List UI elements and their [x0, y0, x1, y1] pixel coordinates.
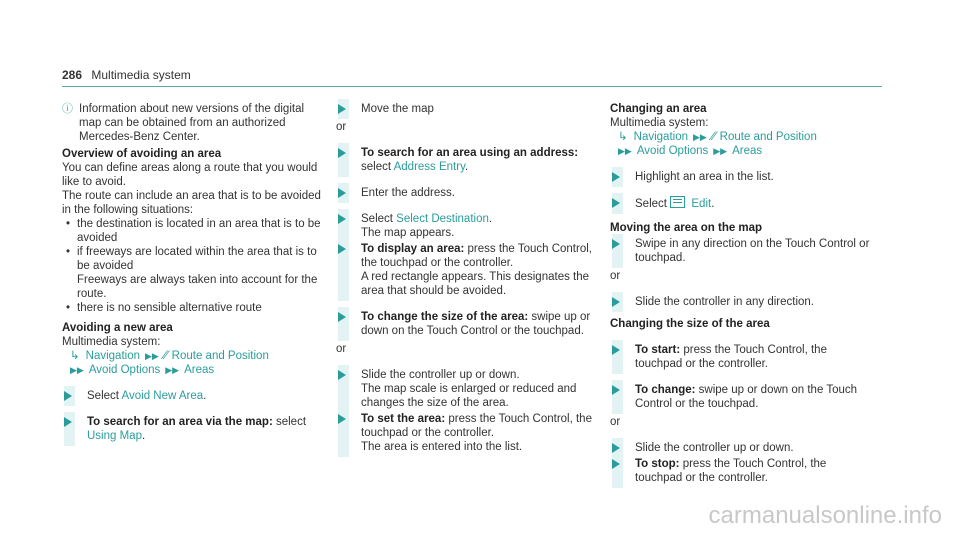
address-entry-link[interactable]: Address Entry — [393, 161, 465, 173]
new-area-heading: Avoiding a new area — [62, 322, 173, 334]
step-arrow-icon — [610, 196, 627, 211]
step-bold: To display an area: — [361, 243, 465, 255]
overview-heading: Overview of avoiding an area — [62, 148, 222, 160]
step-slide-any — [610, 295, 872, 309]
step-enter-address — [336, 186, 598, 200]
result-text: A red rectangle appears. This designates the area that should be avoided. — [361, 271, 590, 297]
or-text: or — [610, 270, 621, 282]
return-arrow-icon: ↳ — [70, 350, 80, 362]
bullet-note: Freeways are always taken into account for the route. — [77, 274, 318, 300]
step-arrow-icon — [336, 368, 353, 410]
column-3 — [610, 102, 872, 485]
changing-size-heading: Changing the size of the area — [610, 318, 770, 330]
chevron-right-icon: ▶▶ — [618, 146, 632, 156]
mm-label: Multimedia system: — [610, 117, 709, 129]
step-text: Enter the address. — [361, 187, 455, 199]
step-arrow-icon — [336, 242, 353, 298]
result-text: The area is entered into the list. — [361, 441, 523, 453]
menu-path — [610, 130, 872, 158]
step-bold: To search for an area via the map: — [87, 416, 273, 428]
page-header — [62, 68, 191, 82]
bullet-icon: • — [66, 246, 71, 258]
step-text: Select — [361, 213, 397, 225]
list-item — [62, 245, 324, 273]
changing-heading: Changing an area — [610, 103, 707, 115]
list-item — [62, 301, 324, 315]
step-swipe — [610, 237, 872, 265]
path-areas[interactable]: Areas — [184, 364, 215, 376]
step-text: swipe up or down on the Touch Control or the touchpad. — [635, 384, 858, 410]
avoid-new-area-link[interactable]: Avoid New Area — [121, 390, 204, 402]
info-note — [62, 102, 324, 144]
edit-link[interactable]: Edit — [691, 198, 712, 210]
chevron-right-icon: ▶▶ — [165, 365, 180, 375]
step-arrow-icon — [610, 295, 627, 309]
path-route-position[interactable]: Route and Position — [719, 131, 817, 143]
step-arrow-icon — [610, 170, 627, 184]
info-icon: ⓘ — [62, 103, 73, 115]
step-search-map: To search for an area via the map: select Using Map. — [62, 415, 324, 443]
result-text: The map appears. — [361, 227, 455, 239]
step-change — [610, 383, 872, 411]
step-text: press the Touch Control, the touchpad or the controller. — [361, 413, 592, 439]
step-set-area — [336, 412, 598, 454]
step-start — [610, 343, 872, 371]
column-1 — [62, 102, 324, 443]
step-arrow-icon — [336, 186, 353, 200]
step-select-avoid: Select Avoid New Area. — [62, 389, 324, 403]
list-item — [62, 217, 324, 245]
step-move-map — [336, 102, 598, 116]
step-text: Swipe in any direction on the Touch Control or touchpad. — [635, 238, 870, 264]
path-navigation[interactable]: Navigation — [633, 131, 688, 143]
step-arrow-icon — [610, 383, 627, 411]
step-arrow-icon — [610, 237, 627, 265]
route-text: The route can include an area that is to be avoided in the following situations: — [62, 190, 321, 216]
info-text: Information about new versions of the digital map can be obtained from an authorized Mercedes-Benz Center. — [79, 103, 305, 143]
or-text: or — [336, 343, 347, 355]
step-arrow-icon — [62, 389, 79, 403]
step-arrow-icon — [610, 441, 627, 455]
header-rule — [62, 86, 882, 87]
step-bold: To start: — [635, 344, 681, 356]
using-map-link[interactable]: Using Map — [87, 430, 142, 442]
step-text: press the Touch Control, the touchpad or the controller. — [361, 243, 592, 269]
bullet-icon: • — [66, 302, 71, 314]
result-text: The map scale is enlarged or reduced and changes the size of the area. — [361, 383, 577, 409]
navigation-icon: ⁄⁄ — [711, 131, 716, 143]
step-slide-ud — [610, 441, 872, 455]
step-select-destination: Select Select Destination. The map appears. — [336, 212, 598, 240]
list-item — [62, 273, 324, 301]
step-text: Slide the controller up or down. — [361, 369, 520, 381]
select-destination-link[interactable]: Select Destination — [396, 213, 489, 225]
step-arrow-icon — [336, 212, 353, 240]
step-text: Select — [87, 390, 122, 402]
step-arrow-icon — [336, 102, 353, 116]
menu-path — [62, 349, 324, 377]
path-route-position[interactable]: Route and Position — [171, 350, 269, 362]
step-display-area — [336, 242, 598, 298]
step-select-edit: Select Edit. — [610, 196, 872, 211]
step-text: Slide the controller in any direction. — [635, 296, 814, 308]
step-arrow-icon — [610, 457, 627, 485]
step-slide — [336, 368, 598, 410]
step-text: press the Touch Control, the touchpad or the controller. — [635, 458, 827, 484]
step-text: Move the map — [361, 103, 434, 115]
bullet-text: if freeways are located within the area that is to be avoided — [77, 246, 317, 272]
step-bold: To search for an area using an address: — [361, 147, 579, 159]
path-navigation[interactable]: Navigation — [85, 350, 140, 362]
step-text: swipe up or down on the Touch Control or the touchpad. — [361, 311, 591, 337]
or-text: or — [610, 416, 621, 428]
menu-list-icon — [670, 196, 685, 208]
step-text: Slide the controller up or down. — [635, 442, 794, 454]
moving-heading: Moving the area on the map — [610, 222, 763, 234]
step-text: select — [361, 161, 394, 173]
column-2 — [336, 102, 598, 454]
chevron-right-icon: ▶▶ — [692, 132, 707, 142]
chevron-right-icon: ▶▶ — [70, 365, 84, 375]
path-avoid-options[interactable]: Avoid Options — [636, 145, 709, 157]
section-title: Multimedia system — [91, 68, 191, 82]
step-highlight — [610, 170, 872, 184]
watermark: carmanualsonline.info — [708, 502, 942, 529]
overview-text: You can define areas along a route that you would like to avoid. — [62, 162, 318, 188]
step-text: press the Touch Control, the touchpad or the controller. — [635, 344, 827, 370]
step-arrow-icon — [62, 415, 79, 443]
page-number: 286 — [62, 68, 83, 82]
step-text: Highlight an area in the list. — [635, 171, 774, 183]
step-arrow-icon — [610, 343, 627, 371]
step-bold: To set the area: — [361, 413, 446, 425]
step-search-address: To search for an area using an address: select Address Entry. — [336, 146, 598, 174]
chevron-right-icon: ▶▶ — [713, 146, 728, 156]
or-text: or — [336, 121, 347, 133]
step-bold: To stop: — [635, 458, 680, 470]
step-bold: To change the size of the area: — [361, 311, 529, 323]
return-arrow-icon: ↳ — [618, 131, 628, 143]
step-change-size — [336, 310, 598, 338]
step-bold: To change: — [635, 384, 696, 396]
step-text: Select — [635, 198, 671, 210]
bullet-icon: • — [66, 218, 71, 230]
step-text: select — [272, 416, 307, 428]
step-arrow-icon — [336, 146, 353, 174]
path-areas[interactable]: Areas — [732, 145, 763, 157]
bullet-text: there is no sensible alternative route — [77, 302, 262, 314]
step-stop — [610, 457, 872, 485]
chevron-right-icon: ▶▶ — [144, 351, 159, 361]
mm-label: Multimedia system: — [62, 336, 161, 348]
navigation-icon: ⁄⁄ — [163, 350, 168, 362]
bullet-text: the destination is located in an area that is to be avoided — [77, 218, 321, 244]
path-avoid-options[interactable]: Avoid Options — [88, 364, 161, 376]
step-arrow-icon — [336, 412, 353, 454]
step-arrow-icon — [336, 310, 353, 338]
